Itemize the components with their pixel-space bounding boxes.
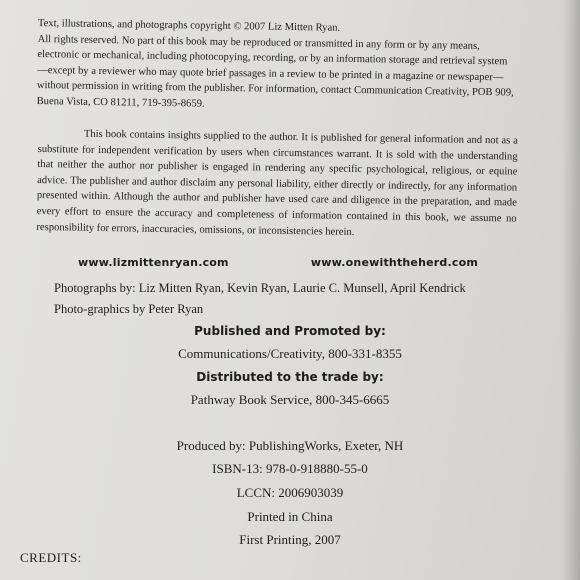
copyright-line: Text, illustrations, and photographs copyright © 2007 Liz Mitten Ryan. [37,17,341,34]
author-website-link[interactable]: www.lizmittenryan.com [78,256,229,269]
disclaimer-paragraph [36,126,518,243]
isbn-number: ISBN-13: 978-0-918880-55-0 [212,461,368,476]
distributor-info: Pathway Book Service, 800-345-6665 [190,392,390,407]
distributed-heading: Distributed to the trade by: [196,370,384,384]
rights-reserved-text: All rights reserved. No part of this book may be reproduced or transmitted in any form or by any means, electronic or mechanical, including photocopying, recording, or by an information storage and retrieval system—except by a reviewer who may quote brief passages in a review to be printed in a magazine or newspaper—without permission in writing from the publisher. For information, contact Communication Creativity, POB 909, Buena Vista, CO 81211, 719-395-8659. [36,33,514,110]
book-website-link[interactable]: www.onewiththeherd.com [310,256,478,269]
publisher-info: Communications/Creativity, 800-331-8355 [178,346,402,361]
printed-location: Printed in China [247,509,333,524]
disclaimer-text: This book contains insights supplied to the author. It is published for general information and not as a substitute for independent verification by users when circumstances warrant. It is sold with the understanding that neither the author nor publisher is engaged in rendering any specific psychological, religious, or equine advice. The publisher and author disclaim any personal liability, either directly or indirectly, for any information presented within. Although the author and publisher have used care and diligence in the preparation, and made every effort to ensure the accuracy and completeness of information contained in this book, we assume no responsibility for errors, inaccuracies, omissions, or inconsistencies herein. [36,128,518,238]
lccn-number: LCCN: 2006903039 [236,485,344,500]
credits-heading: CREDITS: [20,550,82,565]
printing-edition: First Printing, 2007 [239,532,341,547]
published-heading: Published and Promoted by: [194,324,386,338]
website-links [78,256,478,269]
photo-graphics-credit: Photo-graphics by Peter Ryan [54,302,204,316]
photographs-credit: Photographs by: Liz Mitten Ryan, Kevin Ryan, Laurie C. Munsell, April Kendrick [54,281,466,295]
copyright-notice [37,16,518,117]
producer-info: Produced by: PublishingWorks, Exeter, NH [176,438,404,453]
